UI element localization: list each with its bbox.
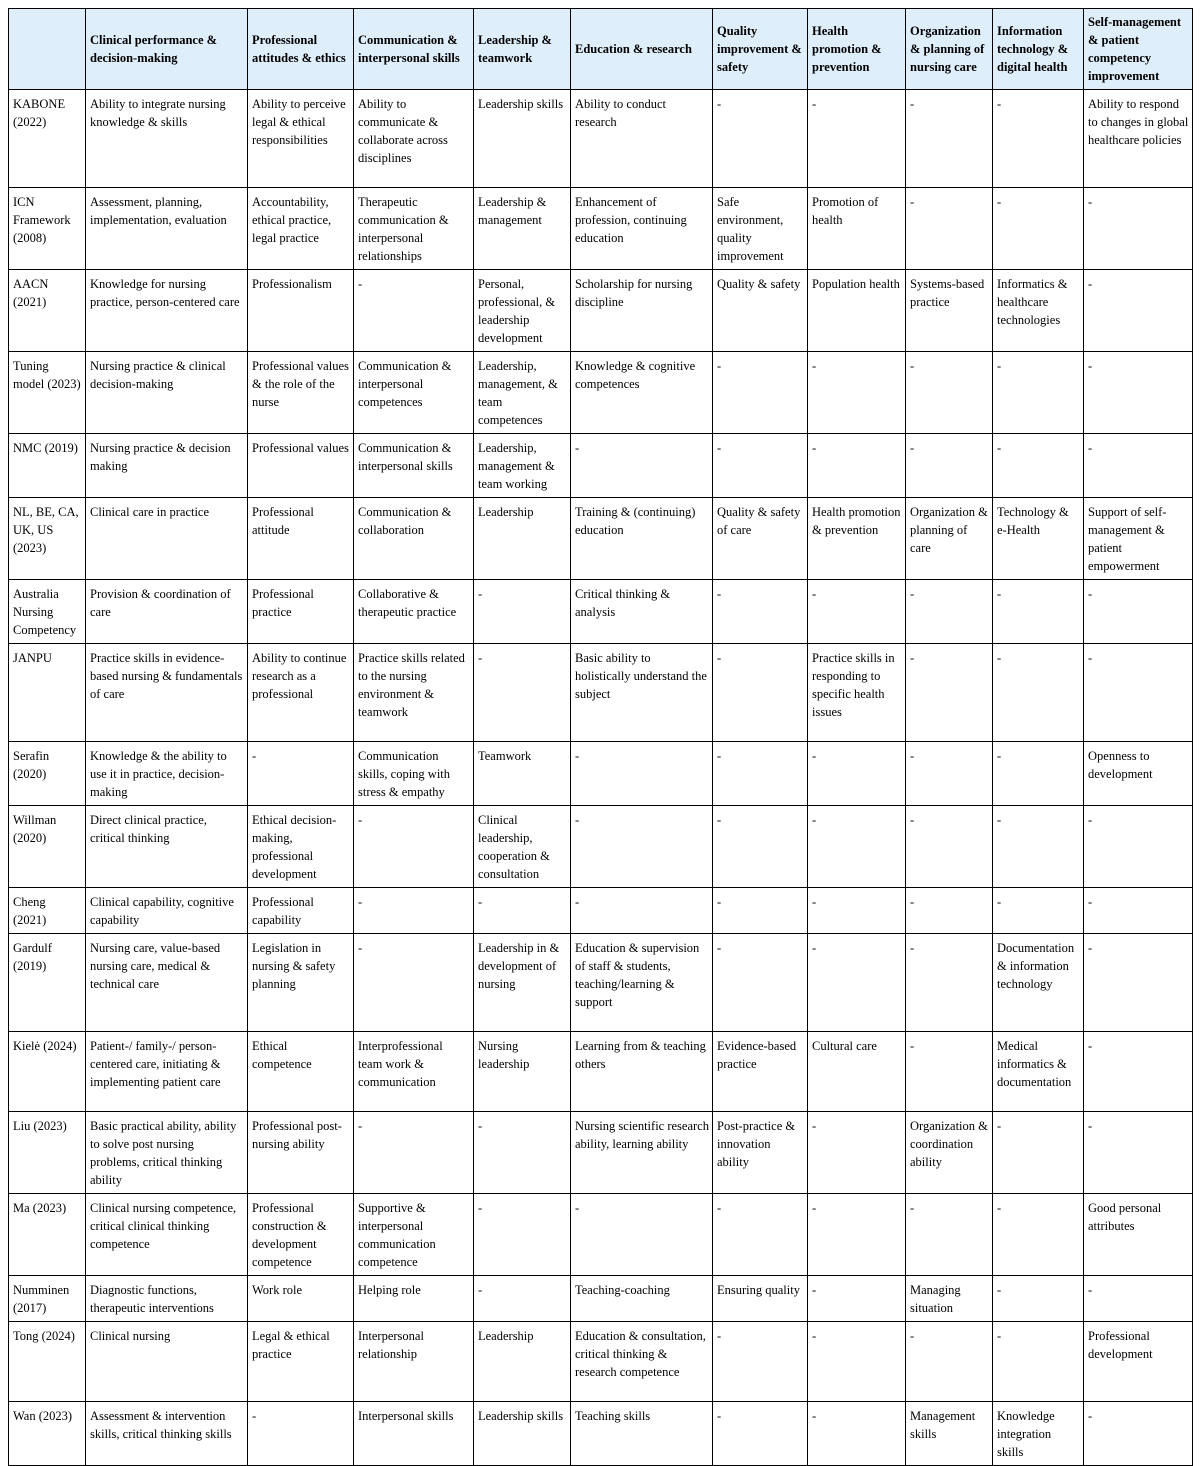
row-source-cell: Serafin (2020) (9, 742, 86, 806)
table-cell: Provision & coordination of care (86, 580, 248, 644)
table-cell: - (713, 90, 808, 188)
table-cell: - (808, 742, 906, 806)
table-cell: Clinical leadership, cooperation & consultation (474, 806, 571, 888)
table-row (9, 934, 1193, 1032)
table-cell: - (713, 644, 808, 742)
table-cell: Interpersonal relationship (354, 1322, 474, 1402)
table-cell: - (1084, 352, 1193, 434)
table-cell: Teaching skills (571, 1402, 713, 1466)
table-cell: - (713, 888, 808, 934)
row-source-cell: KABONE (2022) (9, 90, 86, 188)
table-cell: Support of self-management & patient empowerment (1084, 498, 1193, 580)
table-cell: Professionalism (248, 270, 354, 352)
table-cell: Clinical nursing (86, 1322, 248, 1402)
table-cell: Leadership (474, 498, 571, 580)
table-row (9, 270, 1193, 352)
table-cell: - (993, 888, 1084, 934)
table-cell: - (474, 888, 571, 934)
header-cell-health-promotion: Health promotion & prevention (808, 9, 906, 90)
table-cell: - (808, 1112, 906, 1194)
table-cell: - (1084, 934, 1193, 1032)
table-cell: - (1084, 270, 1193, 352)
table-cell: Practice skills in responding to specific health issues (808, 644, 906, 742)
table-cell: - (808, 934, 906, 1032)
table-cell: - (354, 270, 474, 352)
table-cell: Learning from & teaching others (571, 1032, 713, 1112)
header-cell-quality-safety: Quality improvement & safety (713, 9, 808, 90)
table-cell: Nursing care, value-based nursing care, medical & technical care (86, 934, 248, 1032)
table-cell: Quality & safety (713, 270, 808, 352)
row-source-cell: Tong (2024) (9, 1322, 86, 1402)
table-row (9, 742, 1193, 806)
row-source-cell: JANPU (9, 644, 86, 742)
table-header (9, 9, 1193, 90)
table-cell: Knowledge & the ability to use it in practice, decision-making (86, 742, 248, 806)
table-cell: Nursing practice & clinical decision-making (86, 352, 248, 434)
table-cell: Diagnostic functions, therapeutic interventions (86, 1276, 248, 1322)
table-cell: Managing situation (906, 1276, 993, 1322)
competency-table-container (8, 8, 1193, 1466)
table-cell: - (354, 888, 474, 934)
table-cell: Population health (808, 270, 906, 352)
table-body (9, 90, 1193, 1466)
table-cell: Ability to integrate nursing knowledge & skills (86, 90, 248, 188)
table-cell: Ability to perceive legal & ethical responsibilities (248, 90, 354, 188)
table-cell: Scholarship for nursing discipline (571, 270, 713, 352)
table-cell: - (571, 742, 713, 806)
table-cell: - (571, 434, 713, 498)
table-cell: Practice skills related to the nursing environment & teamwork (354, 644, 474, 742)
table-cell: - (993, 90, 1084, 188)
table-cell: Leadership skills (474, 1402, 571, 1466)
table-cell: Leadership, management, & team competences (474, 352, 571, 434)
table-cell: - (1084, 806, 1193, 888)
table-cell: Communication & collaboration (354, 498, 474, 580)
row-source-cell: NL, BE, CA, UK, US (2023) (9, 498, 86, 580)
table-cell: Critical thinking & analysis (571, 580, 713, 644)
header-cell-communication: Communication & interpersonal skills (354, 9, 474, 90)
table-cell: Organization & planning of care (906, 498, 993, 580)
table-cell: - (906, 352, 993, 434)
table-row (9, 1032, 1193, 1112)
table-row (9, 580, 1193, 644)
table-cell: Openness to development (1084, 742, 1193, 806)
table-cell: Quality & safety of care (713, 498, 808, 580)
table-cell: - (808, 1194, 906, 1276)
table-row (9, 806, 1193, 888)
table-cell: Basic practical ability, ability to solve post nursing problems, critical thinking ability (86, 1112, 248, 1194)
table-cell: Basic ability to holistically understand the subject (571, 644, 713, 742)
table-cell: - (1084, 580, 1193, 644)
table-cell: Clinical capability, cognitive capability (86, 888, 248, 934)
table-cell: - (474, 580, 571, 644)
table-cell: - (808, 1276, 906, 1322)
table-cell: - (808, 90, 906, 188)
table-cell: - (808, 434, 906, 498)
row-source-cell: ICN Framework (2008) (9, 188, 86, 270)
table-cell: Nursing leadership (474, 1032, 571, 1112)
table-row (9, 90, 1193, 188)
table-cell: Leadership in & development of nursing (474, 934, 571, 1032)
table-cell: - (1084, 644, 1193, 742)
table-cell: - (808, 1322, 906, 1402)
table-cell: Good personal attributes (1084, 1194, 1193, 1276)
table-cell: Legal & ethical practice (248, 1322, 354, 1402)
table-cell: Leadership skills (474, 90, 571, 188)
header-cell-leadership: Leadership & teamwork (474, 9, 571, 90)
table-cell: - (993, 352, 1084, 434)
table-cell: Clinical care in practice (86, 498, 248, 580)
table-cell: - (906, 742, 993, 806)
table-cell: Nursing practice & decision making (86, 434, 248, 498)
table-cell: Interprofessional team work & communication (354, 1032, 474, 1112)
table-cell: - (906, 888, 993, 934)
header-cell-organization-planning: Organization & planning of nursing care (906, 9, 993, 90)
table-cell: Post-practice & innovation ability (713, 1112, 808, 1194)
table-cell: - (474, 644, 571, 742)
row-source-cell: Ma (2023) (9, 1194, 86, 1276)
table-cell: - (713, 352, 808, 434)
table-cell: Education & supervision of staff & students, teaching/learning & support (571, 934, 713, 1032)
table-row (9, 434, 1193, 498)
table-row (9, 1276, 1193, 1322)
table-cell: - (906, 90, 993, 188)
table-cell: - (906, 1322, 993, 1402)
table-cell: - (993, 188, 1084, 270)
table-cell: Therapeutic communication & interpersonal relationships (354, 188, 474, 270)
row-source-cell: Wan (2023) (9, 1402, 86, 1466)
table-cell: Ability to communicate & collaborate across disciplines (354, 90, 474, 188)
table-cell: Work role (248, 1276, 354, 1322)
table-cell: Ethical decision-making, professional development (248, 806, 354, 888)
table-cell: - (474, 1112, 571, 1194)
table-cell: Personal, professional, & leadership development (474, 270, 571, 352)
table-cell: - (1084, 1276, 1193, 1322)
table-cell: Assessment, planning, implementation, evaluation (86, 188, 248, 270)
table-cell: - (808, 352, 906, 434)
table-cell: Clinical nursing competence, critical clinical thinking competence (86, 1194, 248, 1276)
table-cell: Ability to respond to changes in global healthcare policies (1084, 90, 1193, 188)
table-cell: - (248, 742, 354, 806)
table-cell: Technology & e-Health (993, 498, 1084, 580)
table-cell: - (354, 934, 474, 1032)
table-cell: Ability to continue research as a professional (248, 644, 354, 742)
table-cell: Accountability, ethical practice, legal practice (248, 188, 354, 270)
table-cell: - (906, 580, 993, 644)
table-cell: - (354, 806, 474, 888)
table-cell: Training & (continuing) education (571, 498, 713, 580)
row-source-cell: Cheng (2021) (9, 888, 86, 934)
table-row (9, 1402, 1193, 1466)
table-cell: Leadership, management & team working (474, 434, 571, 498)
table-cell: - (571, 1194, 713, 1276)
table-cell: - (808, 806, 906, 888)
table-cell: Professional values (248, 434, 354, 498)
row-source-cell: Numminen (2017) (9, 1276, 86, 1322)
table-cell: Communication & interpersonal skills (354, 434, 474, 498)
table-cell: Direct clinical practice, critical thinking (86, 806, 248, 888)
table-cell: Cultural care (808, 1032, 906, 1112)
table-cell: - (906, 644, 993, 742)
table-cell: - (713, 580, 808, 644)
table-cell: Documentation & information technology (993, 934, 1084, 1032)
table-row (9, 498, 1193, 580)
table-cell: - (1084, 188, 1193, 270)
table-cell: - (713, 806, 808, 888)
table-cell: Knowledge integration skills (993, 1402, 1084, 1466)
table-cell: Patient-/ family-/ person-centered care, initiating & implementing patient care (86, 1032, 248, 1112)
table-cell: Supportive & interpersonal communication competence (354, 1194, 474, 1276)
table-cell: Nursing scientific research ability, learning ability (571, 1112, 713, 1194)
table-cell: Management skills (906, 1402, 993, 1466)
row-source-cell: Kielė (2024) (9, 1032, 86, 1112)
row-source-cell: AACN (2021) (9, 270, 86, 352)
table-cell: Professional values & the role of the nurse (248, 352, 354, 434)
table-cell: Health promotion & prevention (808, 498, 906, 580)
header-cell-corner (9, 9, 86, 90)
header-cell-clinical-performance: Clinical performance & decision-making (86, 9, 248, 90)
table-cell: Evidence-based practice (713, 1032, 808, 1112)
table-row (9, 888, 1193, 934)
row-source-cell: NMC (2019) (9, 434, 86, 498)
table-cell: Teaching-coaching (571, 1276, 713, 1322)
table-cell: Ensuring quality (713, 1276, 808, 1322)
header-cell-information-technology: Information technology & digital health (993, 9, 1084, 90)
table-cell: Helping role (354, 1276, 474, 1322)
table-cell: - (993, 644, 1084, 742)
table-cell: Practice skills in evidence-based nursing & fundamentals of care (86, 644, 248, 742)
table-cell: Legislation in nursing & safety planning (248, 934, 354, 1032)
table-cell: Teamwork (474, 742, 571, 806)
table-row (9, 1194, 1193, 1276)
table-cell: - (571, 806, 713, 888)
table-cell: - (993, 580, 1084, 644)
table-cell: - (713, 934, 808, 1032)
table-cell: - (248, 1402, 354, 1466)
table-cell: - (906, 188, 993, 270)
table-cell: Collaborative & therapeutic practice (354, 580, 474, 644)
table-row (9, 1322, 1193, 1402)
row-source-cell: Gardulf (2019) (9, 934, 86, 1032)
competency-comparison-table (8, 8, 1193, 1466)
table-cell: - (993, 1276, 1084, 1322)
table-row (9, 188, 1193, 270)
table-cell: Informatics & healthcare technologies (993, 270, 1084, 352)
table-cell: Organization & coordination ability (906, 1112, 993, 1194)
row-source-cell: Australia Nursing Competency (9, 580, 86, 644)
table-cell: - (1084, 1032, 1193, 1112)
table-cell: Assessment & intervention skills, critical thinking skills (86, 1402, 248, 1466)
table-cell: - (993, 1194, 1084, 1276)
row-source-cell: Liu (2023) (9, 1112, 86, 1194)
table-cell: Safe environment, quality improvement (713, 188, 808, 270)
table-cell: Systems-based practice (906, 270, 993, 352)
table-cell: - (1084, 1112, 1193, 1194)
table-cell: - (474, 1276, 571, 1322)
table-cell: Communication & interpersonal competences (354, 352, 474, 434)
table-cell: Promotion of health (808, 188, 906, 270)
table-cell: - (354, 1112, 474, 1194)
table-row (9, 644, 1193, 742)
table-cell: - (993, 806, 1084, 888)
table-cell: - (713, 434, 808, 498)
header-cell-professional-attitudes: Professional attitudes & ethics (248, 9, 354, 90)
table-cell: - (906, 934, 993, 1032)
table-cell: Professional construction & development competence (248, 1194, 354, 1276)
table-cell: - (1084, 434, 1193, 498)
table-cell: Medical informatics & documentation (993, 1032, 1084, 1112)
table-cell: Professional attitude (248, 498, 354, 580)
table-cell: - (993, 434, 1084, 498)
table-cell: Ethical competence (248, 1032, 354, 1112)
table-cell: - (906, 806, 993, 888)
table-cell: Interpersonal skills (354, 1402, 474, 1466)
header-row (9, 9, 1193, 90)
table-row (9, 1112, 1193, 1194)
table-cell: Education & consultation, critical thinking & research competence (571, 1322, 713, 1402)
table-cell: Knowledge & cognitive competences (571, 352, 713, 434)
table-row (9, 352, 1193, 434)
table-cell: - (906, 434, 993, 498)
table-cell: - (993, 742, 1084, 806)
table-cell: - (906, 1032, 993, 1112)
table-cell: - (713, 1322, 808, 1402)
table-cell: - (808, 888, 906, 934)
table-cell: - (713, 1402, 808, 1466)
header-cell-self-management: Self-management & patient competency improvement (1084, 9, 1193, 90)
row-source-cell: Tuning model (2023) (9, 352, 86, 434)
table-cell: - (808, 1402, 906, 1466)
table-cell: Enhancement of profession, continuing education (571, 188, 713, 270)
table-cell: - (993, 1112, 1084, 1194)
table-cell: - (808, 580, 906, 644)
table-cell: Knowledge for nursing practice, person-centered care (86, 270, 248, 352)
table-cell: - (713, 742, 808, 806)
table-cell: Communication skills, coping with stress & empathy (354, 742, 474, 806)
table-cell: - (906, 1194, 993, 1276)
table-cell: Professional post-nursing ability (248, 1112, 354, 1194)
table-cell: - (474, 1194, 571, 1276)
table-cell: Leadership & management (474, 188, 571, 270)
table-cell: - (571, 888, 713, 934)
table-cell: - (713, 1194, 808, 1276)
table-cell: Professional capability (248, 888, 354, 934)
table-cell: - (1084, 888, 1193, 934)
table-cell: Professional development (1084, 1322, 1193, 1402)
table-cell: Leadership (474, 1322, 571, 1402)
header-cell-education-research: Education & research (571, 9, 713, 90)
table-cell: Professional practice (248, 580, 354, 644)
row-source-cell: Willman (2020) (9, 806, 86, 888)
table-cell: Ability to conduct research (571, 90, 713, 188)
table-cell: - (1084, 1402, 1193, 1466)
table-cell: - (993, 1322, 1084, 1402)
